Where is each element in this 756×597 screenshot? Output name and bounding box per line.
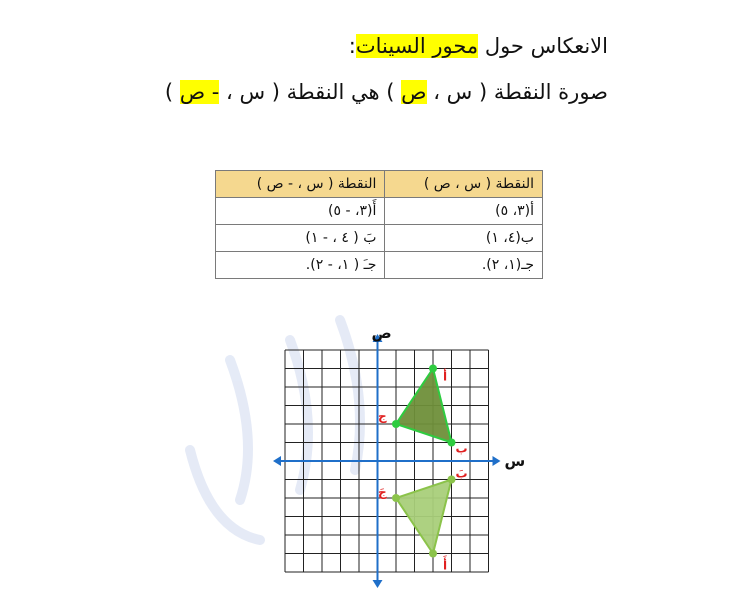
original-vertex-label: ب — [455, 441, 468, 456]
original-vertex — [448, 439, 456, 447]
rule-highlight-y: ص — [401, 80, 427, 104]
image-vertex — [429, 550, 437, 558]
x-axis-arrow — [493, 456, 501, 466]
heading — [349, 34, 608, 58]
header-original: النقطة ( س ، ص ) — [385, 171, 543, 198]
table-row — [216, 198, 543, 225]
coordinate-graph — [265, 324, 526, 575]
cell-image-a: أَ(٣، - ٥) — [216, 198, 385, 225]
image-vertex-label: جَ — [378, 485, 387, 499]
rule-part1: صورة النقطة ( س ، — [426, 80, 608, 104]
header-image: النقطة ( س ، - ص ) — [216, 171, 385, 198]
original-vertex-label: ج — [378, 409, 387, 423]
reflection-rule — [165, 80, 608, 104]
original-vertex — [392, 420, 400, 428]
original-vertex-label: أ — [443, 369, 448, 384]
table-row — [216, 225, 543, 252]
heading-highlight: محور السينات — [355, 34, 479, 58]
image-vertex-label: أَ — [443, 558, 448, 573]
image-vertex — [392, 494, 400, 502]
cell-original-c: جـ(١، ٢). — [385, 252, 543, 279]
heading-prefix: الانعكاس حول — [478, 34, 608, 58]
points-table — [215, 170, 543, 279]
cell-original-b: ب(٤، ١) — [385, 225, 543, 252]
triangles — [378, 365, 468, 573]
cell-image-b: بَ ( ٤ ، - ١) — [216, 225, 385, 252]
rule-part2: ) هي النقطة ( س ، — [219, 80, 402, 104]
axes — [273, 334, 501, 588]
rule-part3: ) — [164, 80, 180, 104]
table-row — [216, 252, 543, 279]
x-axis-label: س — [504, 452, 526, 470]
cell-original-a: أ(٣، ٥) — [385, 198, 543, 225]
original-vertex — [429, 365, 437, 373]
heading-suffix: : — [348, 34, 356, 58]
table-header-row — [216, 171, 543, 198]
cell-image-c: جـَ ( ١، - ٢). — [216, 252, 385, 279]
image-vertex-label: بَ — [455, 466, 468, 481]
y-axis-label: ص — [371, 324, 392, 342]
image-vertex — [448, 476, 456, 484]
x-axis-arrow — [273, 456, 281, 466]
rule-highlight-neg-y: - ص — [179, 80, 220, 104]
y-axis-arrow — [373, 580, 383, 588]
